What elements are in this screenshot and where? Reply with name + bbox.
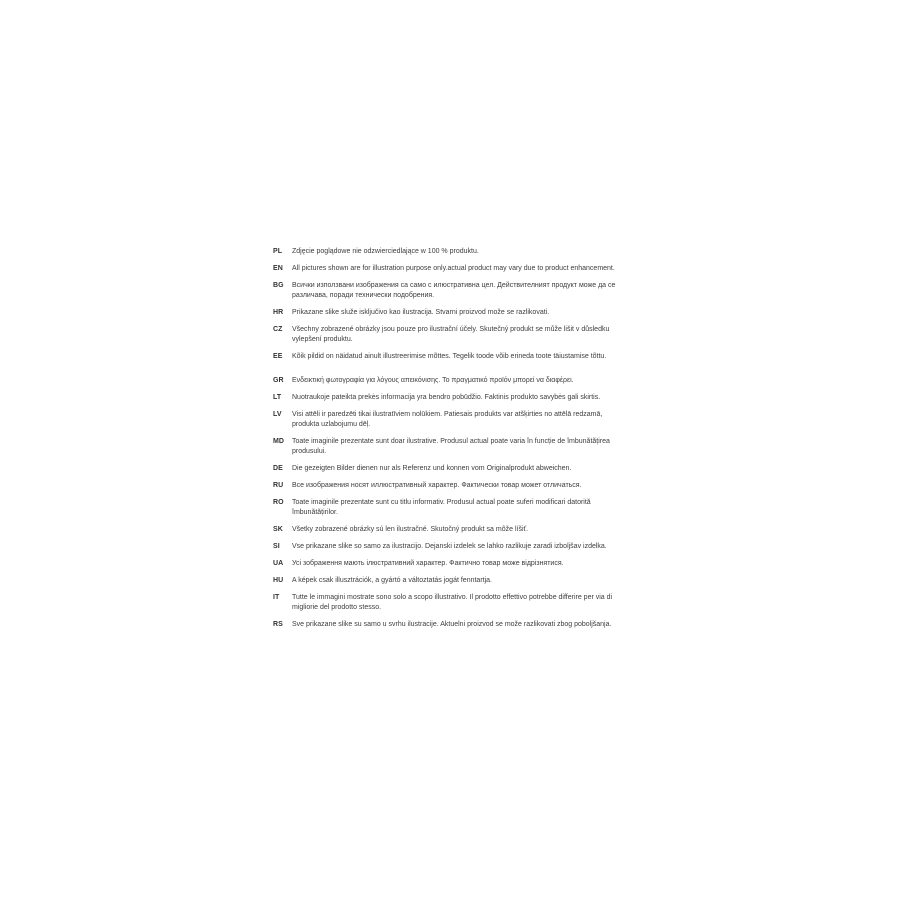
language-code-label: EE [273, 353, 283, 360]
disclaimer-text: Toate imaginile prezentate sunt cu titlu informativ. Produsul actual poate suferi modificari datorită îmbunătățirilor. [292, 499, 591, 516]
disclaimer-text: Die gezeigten Bilder dienen nur als Referenz und konnen vom Originalprodukt abweichen. [292, 465, 572, 472]
disclaimer-text: Toate imaginile prezentate sunt doar ilustrative. Produsul actual poate varia în funcție de îmbunătățirea produsului. [292, 438, 610, 455]
disclaimer-row [273, 410, 625, 430]
disclaimer-row [273, 620, 625, 630]
disclaimer-row [273, 593, 625, 613]
disclaimer-text: Всички използвани изображения са само с илюстративна цел. Действителният продукт може да се различава, поради технически подобрения. [292, 282, 616, 299]
language-code-label: PL [273, 248, 283, 255]
disclaimer-row [273, 576, 625, 586]
language-code-label: UA [273, 560, 284, 567]
disclaimer-row [273, 542, 625, 552]
language-code-label: DE [273, 465, 283, 472]
language-code-label: HU [273, 577, 284, 584]
disclaimer-row [273, 281, 625, 301]
language-code-label: SK [273, 526, 283, 533]
disclaimer-row [273, 481, 625, 491]
disclaimer-row [273, 498, 625, 518]
disclaimer-row [273, 308, 625, 318]
language-code-label: LV [273, 411, 282, 418]
disclaimer-row [273, 559, 625, 569]
disclaimer-row [273, 264, 625, 274]
disclaimer-text: Ενδεικτική φωτογραφία για λόγους απεικόνισης. Το πραγματικό προϊόν μπορεί να διαφέρει. [292, 377, 574, 384]
language-code-label: GR [273, 377, 284, 384]
disclaimer-row [273, 393, 625, 403]
disclaimer-text: Усі зображення мають ілюстративний характер. Фактично товар може відрізнятися. [292, 560, 564, 567]
disclaimer-row [273, 437, 625, 457]
language-code-label: IT [273, 594, 280, 601]
disclaimer-text: Všetky zobrazené obrázky sú len ilustračné. Skutočný produkt sa môže líšiť. [292, 526, 529, 533]
language-code-label: RU [273, 482, 284, 489]
disclaimer-row [273, 247, 625, 257]
disclaimer-text: Vse prikazane slike so samo za ilustracijo. Dejanski izdelek se lahko razlikuje zaradi izboljšav izdelka. [292, 543, 607, 550]
disclaimer-row [273, 376, 625, 386]
language-code-label: RS [273, 621, 283, 628]
disclaimer-row [273, 352, 625, 362]
language-code-label: CZ [273, 326, 283, 333]
disclaimer-text: Все изображения носят иллюстративный характер. Фактически товар может отличаться. [292, 482, 582, 489]
disclaimer-text: Kõik pildid on näidatud ainult illustreerimise mõttes. Tegelik toode võib erineda toote täiustamise tõttu. [292, 353, 607, 360]
disclaimer-text: All pictures shown are for illustration purpose only.actual product may vary due to product enhancement. [292, 265, 615, 272]
language-code-label: MD [273, 438, 285, 445]
language-code-label: LT [273, 394, 282, 401]
disclaimer-row [273, 464, 625, 474]
disclaimer-text: A képek csak illusztrációk, a gyártó a változtatás jogát fenntartja. [292, 577, 492, 584]
language-code-label: BG [273, 282, 284, 289]
disclaimer-text: Nuotraukoje pateikta prekės informacija yra bendro pobūdžio. Faktinis produkto savybės gali skirtis. [292, 394, 601, 401]
disclaimer-text: Všechny zobrazené obrázky jsou pouze pro ilustrační účely. Skutečný produkt se může lišit v důsledku vylepšení produktu. [292, 326, 610, 343]
language-code-label: HR [273, 309, 284, 316]
disclaimer-row [273, 325, 625, 345]
disclaimer-text: Tutte le immagini mostrate sono solo a scopo illustrativo. Il prodotto effettivo potrebbe differire per via di migliorie del prodotto stesso. [292, 594, 613, 611]
disclaimer-row [273, 525, 625, 535]
language-code-label: EN [273, 265, 283, 272]
disclaimer-text: Sve prikazane slike su samo u svrhu ilustracije. Aktuelni proizvod se može razlikovati zbog poboljšanja. [292, 621, 612, 628]
language-code-label: SI [273, 543, 280, 550]
disclaimer-list [273, 247, 625, 637]
disclaimer-text: Visi attēli ir paredzēti tikai ilustratīviem nolūkiem. Patiesais produkts var atšķirties no attēlā redzamā, produkta uzlabojumu dēļ. [292, 411, 603, 428]
disclaimer-text: Prikazane slike služe isključivo kao ilustracija. Stvarni proizvod može se razlikovati. [292, 309, 550, 316]
language-code-label: RO [273, 499, 284, 506]
disclaimer-text: Zdjęcie poglądowe nie odzwierciedlające w 100 % produktu. [292, 248, 479, 255]
